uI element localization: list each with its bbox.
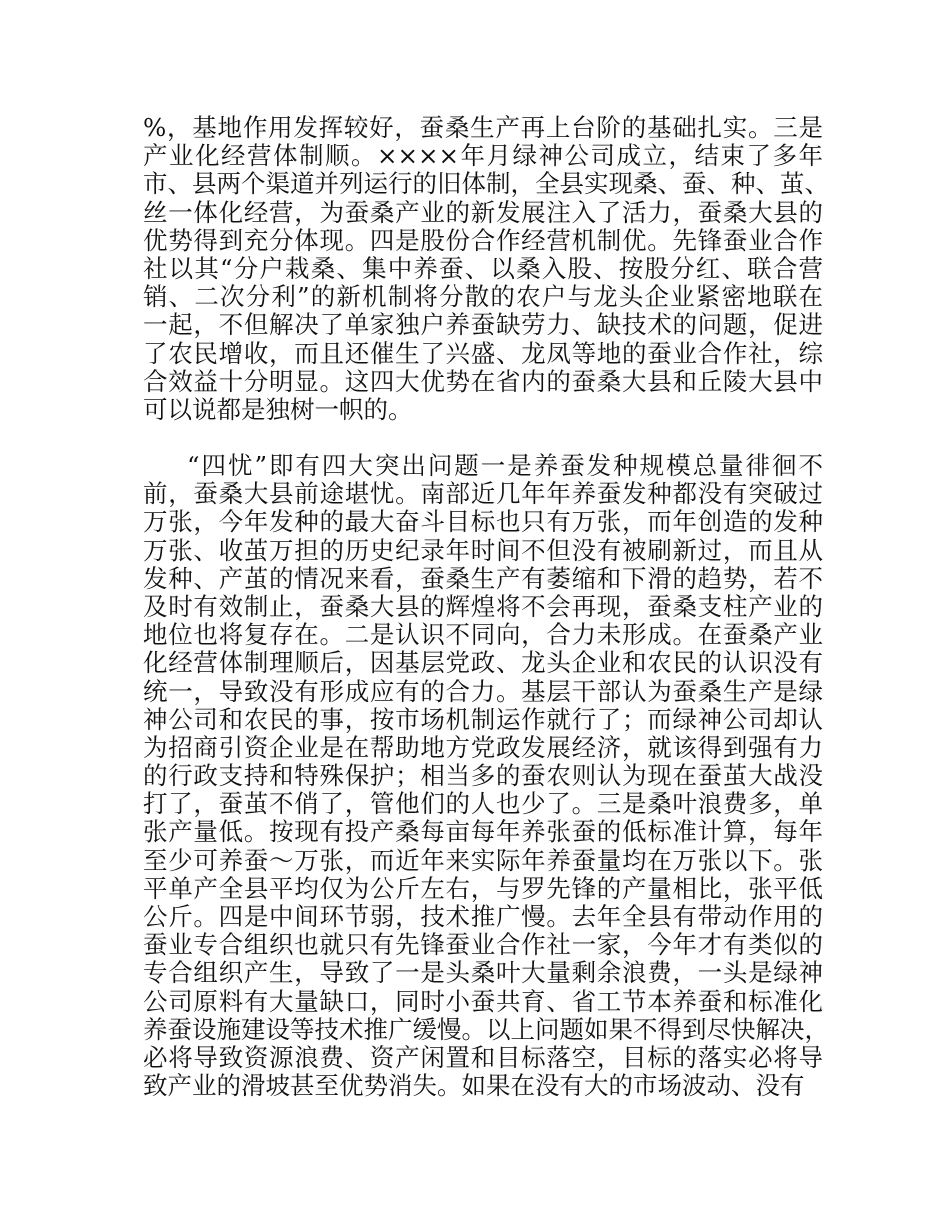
text-line: 蚕业专合组织也就只有先锋蚕业合作社一家，今年才有类似的 xyxy=(143,930,823,960)
text-line: 化经营体制理顺后，因基层党政、龙头企业和农民的认识没有 xyxy=(143,648,823,678)
text-line: 销、二次分利”的新机制将分散的农户与龙头企业紧密地联在 xyxy=(143,282,823,312)
text-line: 专合组织产生，导致了一是头桑叶大量剩余浪费，一头是绿神 xyxy=(143,958,823,988)
paragraph-advantages xyxy=(143,113,829,424)
text-line: 打了，蚕茧不俏了，管他们的人也少了。三是桑叶浪费多，单 xyxy=(143,789,823,819)
text-line: 产业化经营体制顺。××××年月绿神公司成立，结束了多年 xyxy=(143,141,823,171)
text-line: 市、县两个渠道并列运行的旧体制，全县实现桑、蚕、种、茧、 xyxy=(143,169,829,199)
text-line: 万张，今年发种的最大奋斗目标也只有万张，而年创造的发种 xyxy=(143,507,823,537)
text-line: 统一，导致没有形成应有的合力。基层干部认为蚕桑生产是绿 xyxy=(143,676,823,706)
text-line: %，基地作用发挥较好，蚕桑生产再上台阶的基础扎实。三是 xyxy=(143,113,823,142)
text-line: 及时有效制止，蚕桑大县的辉煌将不会再现，蚕桑支柱产业的 xyxy=(143,591,823,621)
text-line: 养蚕设施建设等技术推广缓慢。以上问题如果不得到尽快解决， xyxy=(143,1014,829,1044)
text-line: 致产业的滑坡甚至优势消失。如果在没有大的市场波动、没有 xyxy=(143,1071,805,1101)
text-line: 社以其“分户栽桑、集中养蚕、以桑入股、按股分红、联合营 xyxy=(143,253,823,283)
text-line: 前，蚕桑大县前途堪忧。南部近几年年养蚕发种都没有突破过 xyxy=(143,479,823,509)
text-line: 地位也将复存在。二是认识不同向，合力未形成。在蚕桑产业 xyxy=(143,620,823,650)
text-line: 的行政支持和特殊保护；相当多的蚕农则认为现在蚕茧大战没 xyxy=(143,761,823,791)
text-line: 平单产全县平均仅为公斤左右，与罗先锋的产量相比，张平低 xyxy=(143,873,823,903)
text-line: 公司原料有大量缺口，同时小蚕共育、省工节本养蚕和标准化 xyxy=(143,986,823,1016)
text-line: 至少可养蚕～万张，而近年来实际年养蚕量均在万张以下。张 xyxy=(143,845,823,875)
text-line: 丝一体化经营，为蚕桑产业的新发展注入了活力，蚕桑大县的 xyxy=(143,197,823,227)
text-line: 一起，不但解决了单家独户养蚕缺劳力、缺技术的问题，促进 xyxy=(143,310,823,340)
text-line: 神公司和农民的事，按市场机制运作就行了；而绿神公司却认 xyxy=(143,704,823,734)
text-line: 了农民增收，而且还催生了兴盛、龙凤等地的蚕业合作社，综 xyxy=(143,338,823,368)
text-line: 为招商引资企业是在帮助地方党政发展经济，就该得到强有力 xyxy=(143,732,823,762)
text-line: 万张、收茧万担的历史纪录年时间不但没有被刷新过，而且从 xyxy=(143,535,823,565)
text-line: 可以说都是独树一帜的。 xyxy=(143,394,413,424)
text-line: 必将导致资源浪费、资产闲置和目标落空，目标的落实必将导 xyxy=(143,1042,823,1072)
paragraph-four-worries xyxy=(143,451,829,1101)
text-line: “四忧”即有四大突出问题一是养蚕发种规模总量徘徊不 xyxy=(187,451,823,480)
text-line: 公斤。四是中间环节弱，技术推广慢。去年全县有带动作用的 xyxy=(143,902,823,931)
text-line: 发种、产茧的情况来看，蚕桑生产有萎缩和下滑的趋势，若不 xyxy=(143,563,823,593)
text-line: 张产量低。按现有投产桑每亩每年养张蚕的低标准计算，每年 xyxy=(143,817,823,847)
text-line: 合效益十分明显。这四大优势在省内的蚕桑大县和丘陵大县中 xyxy=(143,366,823,396)
text-line: 优势得到充分体现。四是股份合作经营机制优。先锋蚕业合作 xyxy=(143,225,823,255)
